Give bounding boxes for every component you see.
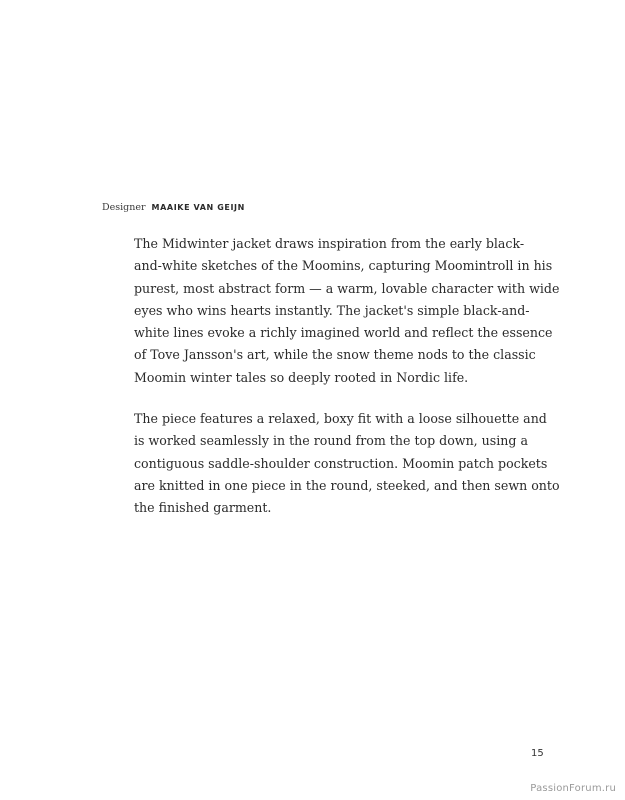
text-line: Moomin winter tales so deeply rooted in Nordic life.: [134, 369, 469, 385]
watermark: PassionForum.ru: [530, 783, 616, 794]
text-line: of Tove Jansson's art, while the snow theme nods to the classic: [134, 347, 536, 363]
paragraph-construction: [134, 408, 560, 519]
text-line: contiguous saddle-shoulder construction. Moomin patch pockets: [134, 455, 548, 471]
body-text: [134, 233, 560, 539]
designer-label: Designer: [102, 202, 146, 213]
page-number: 15: [531, 748, 544, 759]
designer-name: MAAIKE VAN GEIJN: [151, 203, 245, 212]
text-line: and-white sketches of the Moomins, capturing Moomintroll in his: [134, 258, 553, 274]
text-line: The piece features a relaxed, boxy fit with a loose silhouette and: [134, 411, 547, 427]
text-line: purest, most abstract form — a warm, lovable character with wide: [134, 280, 560, 296]
text-line: are knitted in one piece in the round, steeked, and then sewn onto: [134, 477, 560, 493]
paragraph-inspiration: [134, 233, 560, 389]
designer-credit: [102, 202, 245, 214]
text-line: the finished garment.: [134, 500, 272, 516]
text-line: eyes who wins hearts instantly. The jacket's simple black-and-: [134, 302, 530, 318]
text-line: white lines evoke a richly imagined world and reflect the essence: [134, 325, 553, 341]
text-line: The Midwinter jacket draws inspiration from the early black-: [134, 236, 525, 251]
text-line: is worked seamlessly in the round from the top down, using a: [134, 433, 528, 449]
